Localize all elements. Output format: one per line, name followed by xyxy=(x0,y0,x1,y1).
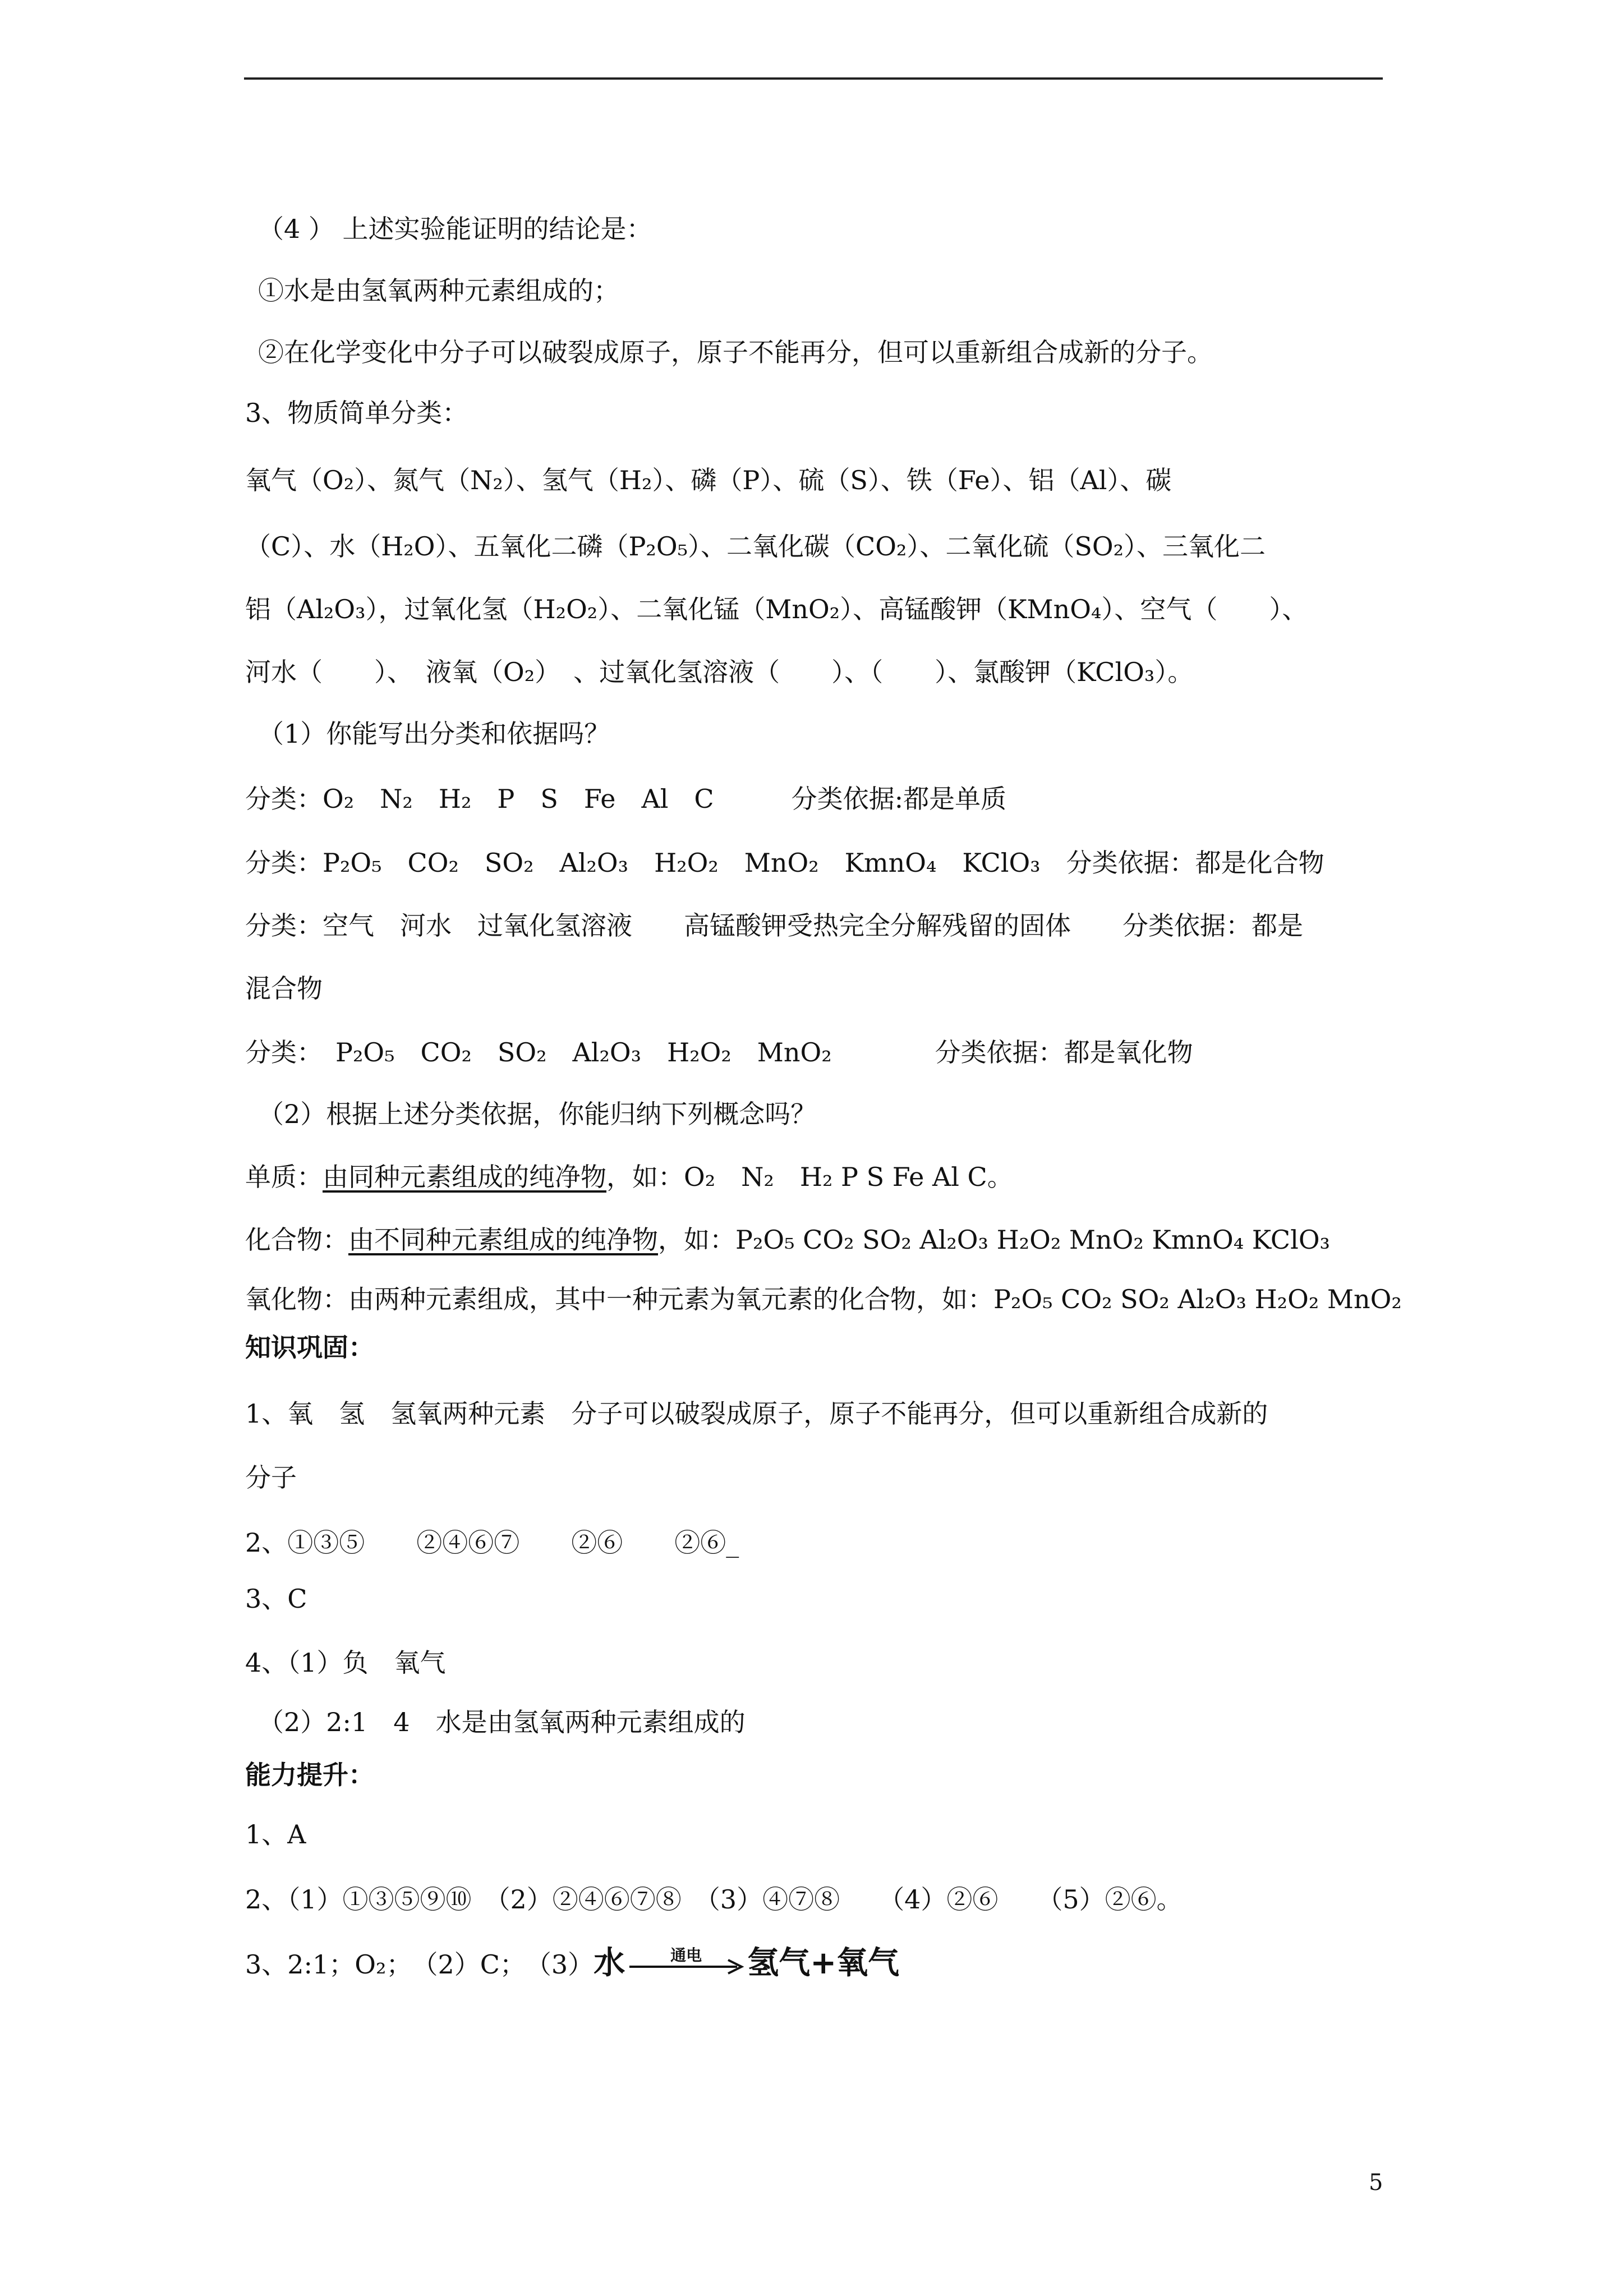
text-line: ①水是由氢氧两种元素组成的； xyxy=(258,275,619,306)
answer-line: 2、（1）①③⑤⑨⑩ （2）②④⑥⑦⑧ （3）④⑦⑧ （4）②⑥ （5）②⑥。 xyxy=(245,1884,1183,1915)
definition-underlined: 由不同种元素组成的纯净物 xyxy=(348,1225,658,1255)
text-line: （4 ） 上述实验能证明的结论是： xyxy=(258,214,652,244)
reaction-condition: 通电 xyxy=(670,1946,702,1964)
section-heading: 知识巩固： xyxy=(245,1332,374,1363)
answer-line: 1、氧 氢 氢氧两种元素 分子可以破裂成原子，原子不能再分，但可以重新组合成新的 xyxy=(245,1398,1268,1429)
equation-products: 氢气+氧气 xyxy=(747,1945,900,1981)
header-rule xyxy=(244,77,1383,80)
text-line: 河水（ ）、 液氧（O₂） 、过氧化氢溶液（ ）、（ ）、氯酸钾（KClO₃）。 xyxy=(245,657,1194,687)
equation-reactant: 水 xyxy=(594,1945,625,1981)
answer-line: （2）2:1 4 水是由氢氧两种元素组成的 xyxy=(258,1707,746,1737)
classification-line: 分类：O₂ N₂ H₂ P S Fe Al C 分类依据:都是单质 xyxy=(245,784,1007,814)
definition-term: 化合物： xyxy=(245,1225,348,1255)
definition-examples: ，如：P₂O₅ CO₂ SO₂ Al₂O₃ H₂O₂ MnO₂ KmnO₄ KClO₃ xyxy=(658,1225,1330,1255)
reaction-arrow xyxy=(627,1947,745,1980)
arrow-icon xyxy=(627,1954,745,1977)
question-line: （2）根据上述分类依据，你能归纳下列概念吗？ xyxy=(258,1099,817,1129)
definition-underlined: 由同种元素组成的纯净物 xyxy=(323,1162,606,1192)
classification-line: 分类：P₂O₅ CO₂ SO₂ Al₂O₃ H₂O₂ MnO₂ KmnO₄ KClO₃ 分类依据：都是化合物 xyxy=(245,848,1324,878)
answer-line: 3、C xyxy=(245,1584,307,1614)
answer-line: 分子 xyxy=(245,1462,297,1493)
classification-line: 分类： P₂O₅ CO₂ SO₂ Al₂O₃ H₂O₂ MnO₂ 分类依据：都是氧化物 xyxy=(245,1037,1193,1068)
question-line: （1）你能写出分类和依据吗？ xyxy=(258,719,610,749)
equation-line xyxy=(245,1947,899,1981)
definition-examples: ，如：O₂ N₂ H₂ P S Fe Al C。 xyxy=(606,1162,1013,1192)
classification-line: 混合物 xyxy=(245,973,323,1004)
text-line: ②在化学变化中分子可以破裂成原子，原子不能再分，但可以重新组合成新的分子。 xyxy=(258,337,1213,367)
definition-line: 氧化物：由两种元素组成，其中一种元素为氧元素的化合物，如：P₂O₅ CO₂ SO₂ Al₂O₃ H₂O₂ MnO₂ xyxy=(245,1284,1402,1314)
page-number: 5 xyxy=(1369,2170,1383,2196)
answer-line: 4、（1）负 氧气 xyxy=(245,1648,446,1678)
answer-prefix: 3、2:1；O₂； （2）C； （3） xyxy=(245,1949,594,1980)
text-line: （C）、水（H₂O）、五氧化二磷（P₂O₅）、二氧化碳（CO₂）、二氧化硫（SO₂）、三氧化二 xyxy=(245,531,1266,562)
classification-line: 分类：空气 河水 过氧化氢溶液 高锰酸钾受热完全分解残留的固体 分类依据：都是 xyxy=(245,910,1303,941)
definition-line xyxy=(245,1160,1013,1194)
text-line: 氧气（O₂）、氮气（N₂）、氢气（H₂）、磷（P）、硫（S）、铁（Fe）、铝（Al）、碳 xyxy=(245,465,1172,495)
definition-line xyxy=(245,1223,1330,1257)
definition-term: 单质： xyxy=(245,1162,323,1192)
answer-line: 1、A xyxy=(245,1819,306,1849)
section-heading: 能力提升： xyxy=(245,1760,374,1790)
answer-line: 2、①③⑤ ②④⑥⑦ ②⑥ ②⑥_ xyxy=(245,1527,739,1558)
text-line: 铝（Al₂O₃），过氧化氢（H₂O₂）、二氧化锰（MnO₂）、高锰酸钾（KMnO₄）、空气（ ）、 xyxy=(245,594,1308,624)
section-heading: 3、物质简单分类： xyxy=(245,398,468,428)
